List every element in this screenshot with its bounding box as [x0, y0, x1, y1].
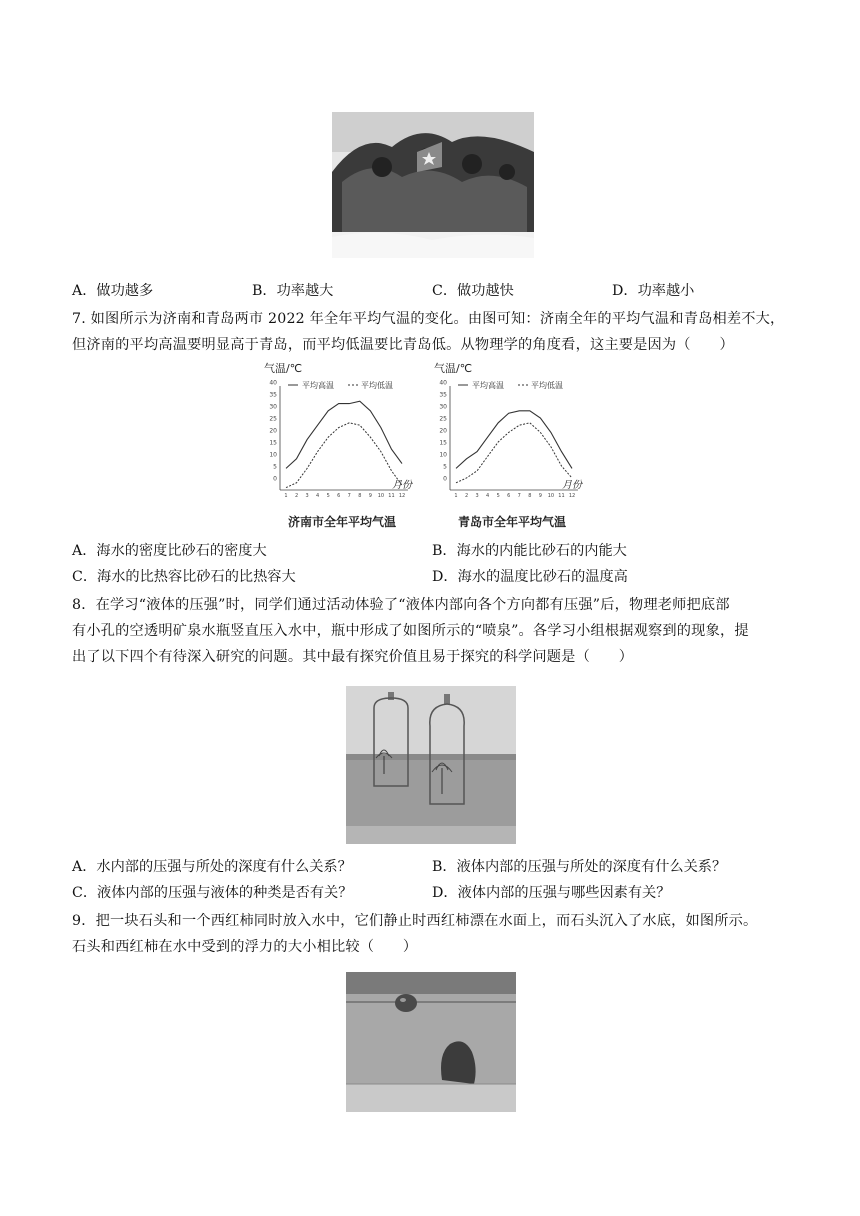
jinan-ytick-25: 25: [269, 415, 277, 423]
qingdao-xtick-4: 4: [486, 493, 490, 499]
q8-stem-line1: 8．在学习“液体的压强”时，同学们通过活动体验了“液体内部向各个方向都有压强”后，物理老师把底部: [72, 597, 730, 613]
jinan-xtick-2: 2: [294, 493, 299, 499]
qingdao-series-low: [456, 423, 572, 483]
jinan-ytick-30: 30: [269, 403, 277, 411]
jinan-xtick-4: 4: [316, 493, 320, 499]
qingdao-xtick-5: 5: [496, 493, 500, 499]
jinan-ylabel: 气温/℃: [264, 362, 303, 375]
q8-stem-line2: 有小孔的空透明矿泉水瓶竖直压入水中，瓶中形成了如图所示的“喷泉”。各学习小组根据观察到的现象，提: [72, 623, 749, 639]
jinan-xtick-3: 3: [305, 493, 309, 499]
q6-option-c: C．做功越快: [432, 283, 514, 299]
jinan-xtick-12: 12: [398, 493, 406, 499]
q7-option-b: B．海水的内能比砂石的内能大: [432, 543, 627, 559]
qingdao-legend-high: 平均高温: [472, 381, 504, 390]
qingdao-series-high: [456, 411, 572, 469]
q9-stem-line2: 石头和西红柿在水中受到的浮力的大小相比较（ ）: [72, 939, 418, 955]
jinan-legend-low: 平均低温: [361, 381, 393, 390]
qingdao-ytick-20: 20: [439, 427, 447, 435]
qingdao-ytick-40: 40: [439, 379, 447, 387]
q7-option-a: A．海水的密度比砂石的密度大: [72, 543, 267, 559]
q7-option-c: C．海水的比热容比砂石的比热容大: [72, 569, 296, 585]
qingdao-ytick-5: 5: [443, 463, 447, 471]
q7-stem-line1: 7. 如图所示为济南和青岛两市 2022 年全年平均气温的变化。由图可知：济南全年的平均气温和青岛相差不大，: [72, 311, 785, 327]
qingdao-ytick-30: 30: [439, 403, 447, 411]
jinan-ytick-35: 35: [269, 391, 277, 399]
jinan-xtick-7: 7: [347, 493, 351, 499]
jinan-xtick-1: 1: [284, 493, 288, 499]
qingdao-xtick-1: 1: [454, 493, 458, 499]
q6-option-a: A．做功越多: [72, 283, 154, 299]
jinan-xtick-5: 5: [326, 493, 330, 499]
qingdao-xtick-6: 6: [507, 493, 511, 499]
qingdao-xtick-11: 11: [558, 493, 565, 499]
jinan-temperature-chart: [262, 362, 430, 534]
jinan-ytick-20: 20: [269, 427, 277, 435]
mountaineers-photo: [332, 112, 534, 258]
qingdao-ylabel: 气温/℃: [434, 362, 473, 375]
jinan-ytick-15: 15: [269, 439, 277, 447]
jinan-ytick-5: 5: [273, 463, 277, 471]
qingdao-ytick-25: 25: [439, 415, 447, 423]
qingdao-xtick-8: 8: [528, 493, 532, 499]
qingdao-xtick-7: 7: [517, 493, 521, 499]
jinan-chart-title: 济南市全年平均气温: [287, 515, 397, 529]
jinan-legend-high: 平均高温: [302, 381, 334, 390]
jinan-ytick-10: 10: [269, 451, 277, 459]
q8-option-c: C．液体内部的压强与液体的种类是否有关？: [72, 885, 353, 901]
q7-option-d: D．海水的温度比砂石的温度高: [432, 569, 628, 585]
qingdao-ytick-0: 0: [443, 475, 447, 483]
qingdao-xtick-2: 2: [464, 493, 469, 499]
qingdao-temperature-chart: [432, 362, 600, 534]
qingdao-xlabel: 月份: [562, 480, 582, 491]
q8-option-a: A．水内部的压强与所处的深度有什么关系？: [72, 859, 352, 875]
jinan-xlabel: 月份: [392, 480, 412, 491]
qingdao-ytick-10: 10: [439, 451, 447, 459]
tomato-stone-photo: [346, 972, 516, 1112]
qingdao-ytick-35: 35: [439, 391, 447, 399]
qingdao-xtick-3: 3: [475, 493, 479, 499]
q6-option-d: D．功率越小: [612, 283, 695, 299]
q9-stem-line1: 9．把一块石头和一个西红柿同时放入水中，它们静止时西红柿漂在水面上，而石头沉入了水底，如图所示。: [72, 913, 758, 929]
q8-option-b: B．液体内部的压强与所处的深度有什么关系？: [432, 859, 727, 875]
jinan-ytick-0: 0: [273, 475, 277, 483]
q8-option-d: D．液体内部的压强与哪些因素有关？: [432, 885, 671, 901]
q7-stem-line2: 但济南的平均高温要明显高于青岛，而平均低温要比青岛低。从物理学的角度看，这主要是因为（ ）: [72, 337, 734, 353]
q8-stem-line3: 出了以下四个有待深入研究的问题。其中最有探究价值且易于探究的科学问题是（ ）: [72, 649, 634, 665]
qingdao-ytick-15: 15: [439, 439, 447, 447]
fountain-bottles-photo: [346, 686, 516, 844]
jinan-xtick-9: 9: [368, 493, 372, 499]
jinan-xtick-11: 11: [388, 493, 395, 499]
qingdao-xtick-9: 9: [538, 493, 542, 499]
qingdao-legend-low: 平均低温: [531, 381, 563, 390]
jinan-xtick-8: 8: [358, 493, 362, 499]
qingdao-chart-title: 青岛市全年平均气温: [457, 515, 567, 529]
jinan-ytick-40: 40: [269, 379, 277, 387]
jinan-xtick-10: 10: [377, 493, 385, 499]
qingdao-xtick-12: 12: [568, 493, 576, 499]
jinan-xtick-6: 6: [337, 493, 341, 499]
jinan-series-low: [286, 423, 402, 488]
q6-option-b: B．功率越大: [252, 283, 334, 299]
qingdao-xtick-10: 10: [547, 493, 555, 499]
